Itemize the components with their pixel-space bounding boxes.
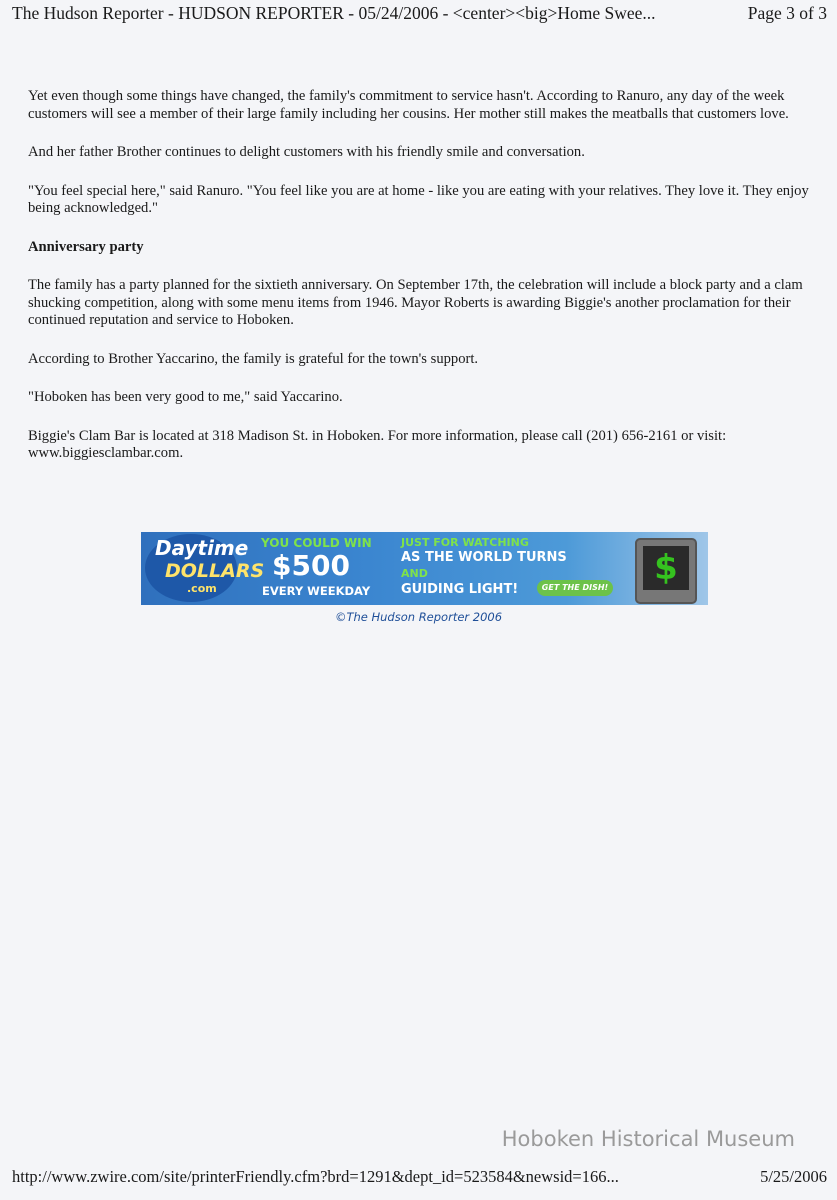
ad-show-2: GUIDING LIGHT! <box>401 582 519 597</box>
paragraph-3: "You feel special here," said Ranuro. "You feel like you are at home - like you are eating with your relatives. They love it. They enjoy being acknowledged." <box>28 182 809 216</box>
ad-banner[interactable] <box>141 532 708 605</box>
header-title: The Hudson Reporter - HUDSON REPORTER - 05/24/2006 - <center><big>Home Swee... <box>12 3 656 23</box>
ad-every-weekday: EVERY WEEKDAY <box>262 584 371 598</box>
paragraph-4: The family has a party planned for the sixtieth anniversary. On September 17th, the celebration will include a block party and a clam shucking competition, along with some menu items from 1946. Mayor Roberts is awarding Biggie's another proclamation for their continued reputation and service to Hoboken. <box>28 277 803 328</box>
article-body <box>28 88 818 484</box>
paragraph-2: And her father Brother continues to delight customers with his friendly smile and conversation. <box>28 144 585 160</box>
footer-url: http://www.zwire.com/site/printerFriendly.cfm?brd=1291&dept_id=523584&newsid=166... <box>12 1167 619 1186</box>
copyright-notice: ©The Hudson Reporter 2006 <box>334 610 503 624</box>
ad-just-for-watching: JUST FOR WATCHING <box>401 536 529 549</box>
dollar-sign-icon: $ <box>643 546 689 590</box>
ad-amount: $500 <box>272 549 350 582</box>
logo-text-dollars: DOLLARS <box>165 560 265 582</box>
get-the-dish-button[interactable]: GET THE DISH! <box>537 580 613 596</box>
page-number: Page 3 of 3 <box>747 3 827 23</box>
ad-show-1: AS THE WORLD TURNS <box>401 550 567 565</box>
print-header <box>12 3 827 27</box>
logo-text-com: .com <box>187 582 217 595</box>
museum-watermark: Hoboken Historical Museum <box>501 1127 795 1151</box>
logo-text-daytime: Daytime <box>155 536 249 560</box>
paragraph-5: According to Brother Yaccarino, the family is grateful for the town's support. <box>28 350 479 367</box>
footer-date: 5/25/2006 <box>760 1167 827 1186</box>
tv-icon <box>635 538 697 604</box>
ad-and: AND <box>401 567 428 580</box>
section-heading: Anniversary party <box>28 238 144 255</box>
paragraph-1: Yet even though some things have changed, the family's commitment to service hasn't. According to Ranuro, any day of the week customers will see a member of their large family including her cousins. Her mother still makes the meatballs that customers love. <box>28 88 789 122</box>
ad-could-win: YOU COULD WIN <box>261 536 372 550</box>
paragraph-7: Biggie's Clam Bar is located at 318 Madison St. in Hoboken. For more information, please call (201) 656-2161 or visit: www.biggiesclambar.com. <box>28 427 727 461</box>
paragraph-6: "Hoboken has been very good to me," said Yaccarino. <box>28 389 343 405</box>
